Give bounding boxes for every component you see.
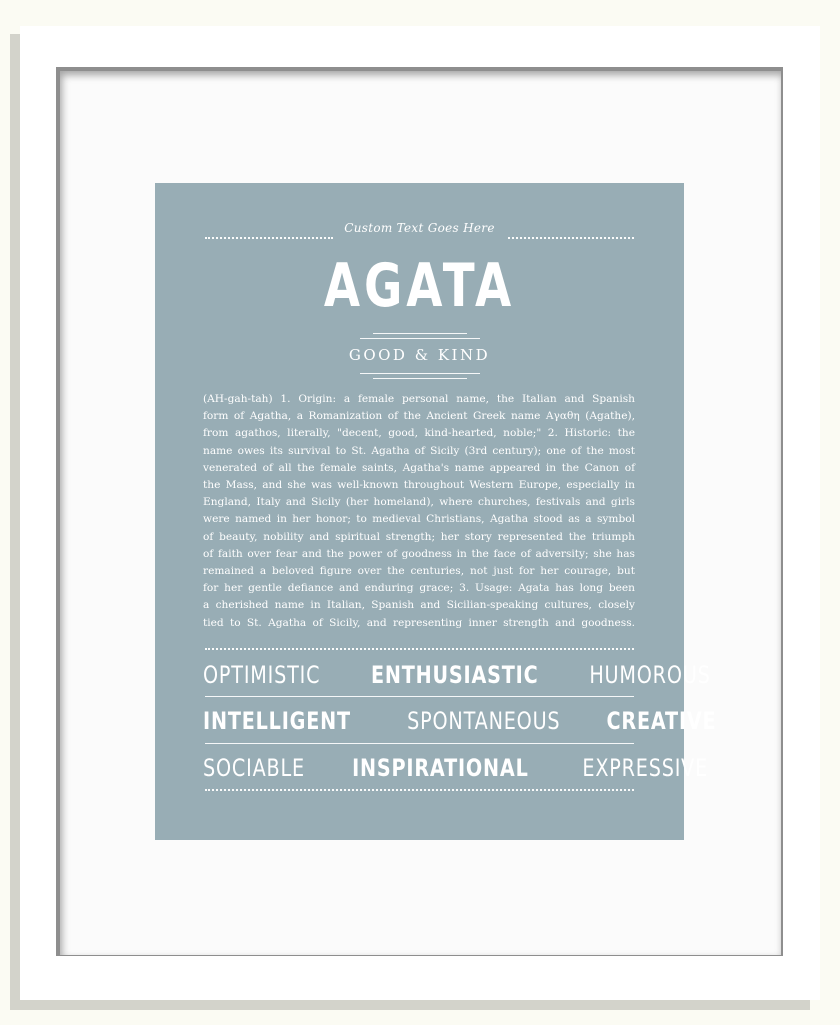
title-rule-bottom-2 <box>373 378 467 379</box>
trait-word: INTELLIGENT <box>203 707 351 735</box>
name-description <box>203 391 635 632</box>
trait-word: EXPRESSIVE <box>582 754 709 782</box>
description-line: the Mass, and she was well-known throughout Western Europe, especially in <box>203 479 635 492</box>
description-line: remained a beloved figure over the centuries, not just for her courage, but <box>203 565 635 578</box>
description-line: form of Agatha, a Romanization of the Ancient Greek name Αγαθη (Agathe), <box>203 410 635 423</box>
trait-word: ENTHUSIASTIC <box>370 661 539 689</box>
name-title: AGATA <box>323 251 516 321</box>
trait-word: SPONTANEOUS <box>407 707 561 735</box>
trait-word: CREATIVE <box>606 707 717 735</box>
dotted-divider-traits-bottom <box>205 789 634 791</box>
name-meaning: GOOD & KIND <box>348 346 491 364</box>
title-rule-top-2 <box>360 338 480 339</box>
description-line: were named in her honor; to medieval Christians, Agatha stood as a symbol <box>203 513 635 526</box>
title-rule-top-1 <box>373 333 467 334</box>
dotted-divider-left <box>205 237 333 239</box>
description-line: for her gentle defiance and enduring grace; 3. Usage: Agata has long been <box>203 582 635 595</box>
custom-text: Custom Text Goes Here <box>344 221 495 235</box>
trait-word: INSPIRATIONAL <box>352 754 529 782</box>
trait-word: OPTIMISTIC <box>203 661 321 689</box>
trait-word: HUMOROUS <box>589 661 711 689</box>
description-line: venerated of all the female saints, Agatha's name appeared in the Canon of <box>203 461 635 474</box>
description-line: tied to St. Agatha of Sicily, and representing inner strength and goodness. <box>203 616 635 629</box>
trait-word: SOCIABLE <box>203 754 305 782</box>
traits-row-1 <box>203 660 711 690</box>
traits-rule-2 <box>205 743 634 744</box>
dotted-divider-traits-top <box>205 648 634 650</box>
traits-row-2 <box>203 706 717 736</box>
description-line: a cherished name in Italian, Spanish and Sicilian-speaking cultures, closely <box>203 599 635 612</box>
dotted-divider-right <box>508 237 634 239</box>
traits-rule-1 <box>205 696 634 697</box>
description-line: name owes its survival to St. Agatha of Sicily (3rd century); one of the most <box>203 444 635 457</box>
description-line: (AH-gah-tah) 1. Origin: a female personal name, the Italian and Spanish <box>203 393 635 405</box>
name-print <box>155 183 717 840</box>
description-line: of beauty, nobility and spiritual strength; her story represented the triumph <box>203 530 635 543</box>
description-line: from agathos, literally, "decent, good, kind-hearted, noble;" 2. Historic: the <box>203 427 635 440</box>
description-line: England, Italy and Sicily (her homeland), where churches, festivals and girls <box>203 496 635 509</box>
title-rule-bottom-1 <box>360 373 480 374</box>
traits-row-3 <box>203 753 709 783</box>
description-line: of faith over fear and the power of goodness in the face of adversity; she has <box>203 547 635 560</box>
